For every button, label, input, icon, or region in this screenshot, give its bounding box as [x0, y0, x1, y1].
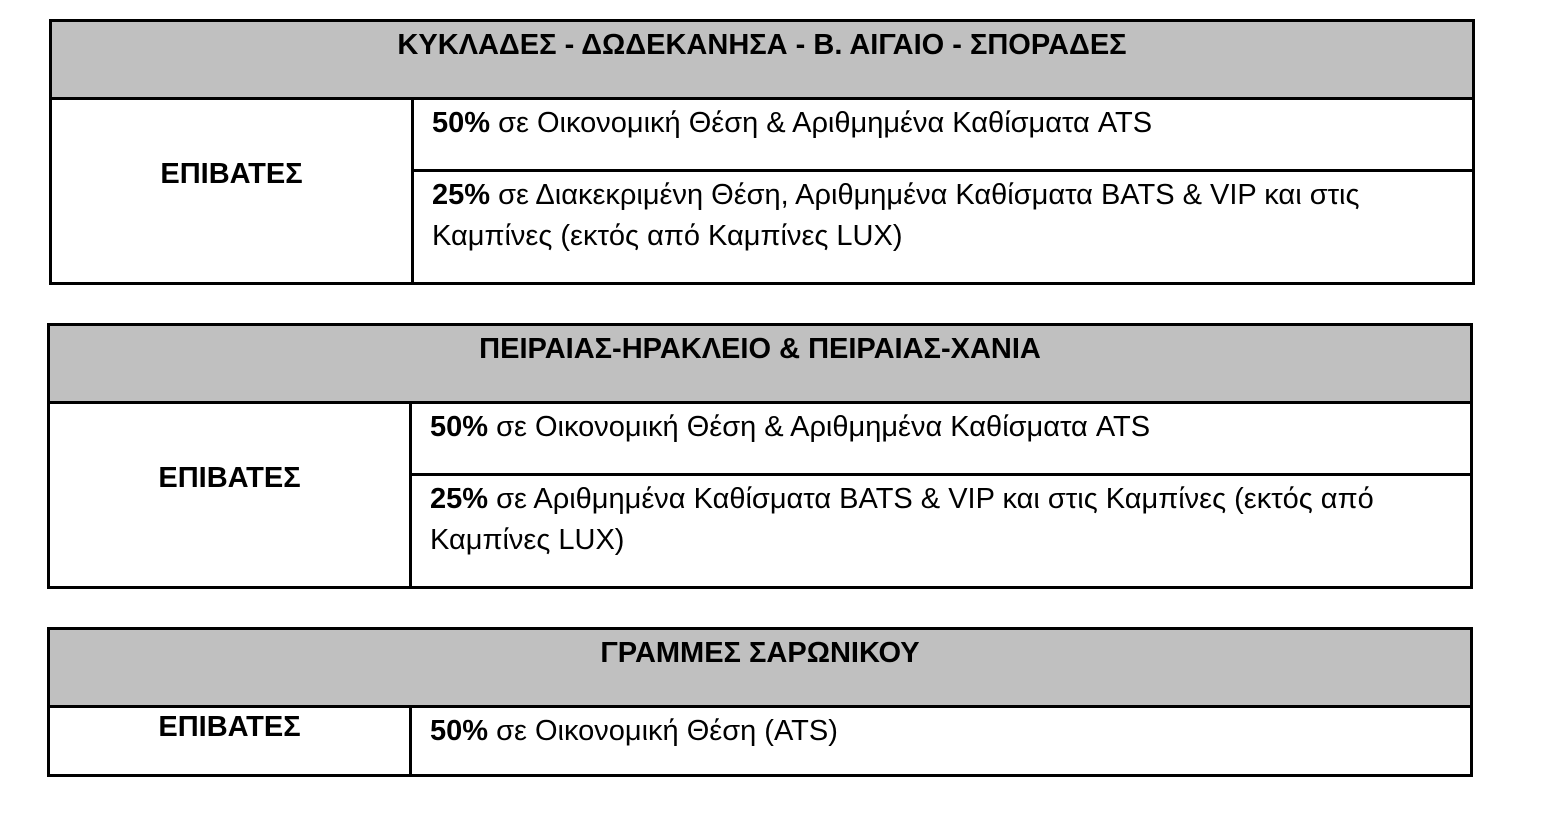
- table-title: ΚΥΚΛΑΔΕΣ - ΔΩΔΕΚΑΝΗΣΑ - Β. ΑΙΓΑΙΟ - ΣΠΟΡΑΔΕΣ: [52, 22, 1472, 100]
- table-piraeus-crete: [47, 323, 1473, 589]
- discount-row: 50% σε Οικονομική Θέση (ATS): [430, 715, 838, 747]
- table-title: ΓΡΑΜΜΕΣ ΣΑΡΩΝΙΚΟΥ: [50, 630, 1470, 708]
- discount-row: 50% σε Οικονομική Θέση & Αριθμημένα Καθίσματα ATS: [412, 404, 1470, 476]
- passengers-label: ΕΠΙΒΑΤΕΣ: [52, 100, 414, 282]
- discount-row: 50% σε Οικονομική Θέση & Αριθμημένα Καθίσματα ATS: [414, 100, 1472, 172]
- passengers-label: ΕΠΙΒΑΤΕΣ: [50, 708, 412, 774]
- discount-row: 25% σε Διακεκριμένη Θέση, Αριθμημένα Καθίσματα BATS & VIP και στις Καμπίνες (εκτός από Καμπίνες LUX): [432, 179, 1360, 252]
- table-saronic: [47, 627, 1473, 777]
- table-title: ΠΕΙΡΑΙΑΣ-ΗΡΑΚΛΕΙΟ & ΠΕΙΡΑΙΑΣ-ΧΑΝΙΑ: [50, 326, 1470, 404]
- table-cyclades: [49, 19, 1475, 285]
- discount-row: 25% σε Αριθμημένα Καθίσματα BATS & VIP και στις Καμπίνες (εκτός από Καμπίνες LUX): [430, 483, 1374, 556]
- passengers-label: ΕΠΙΒΑΤΕΣ: [50, 404, 412, 586]
